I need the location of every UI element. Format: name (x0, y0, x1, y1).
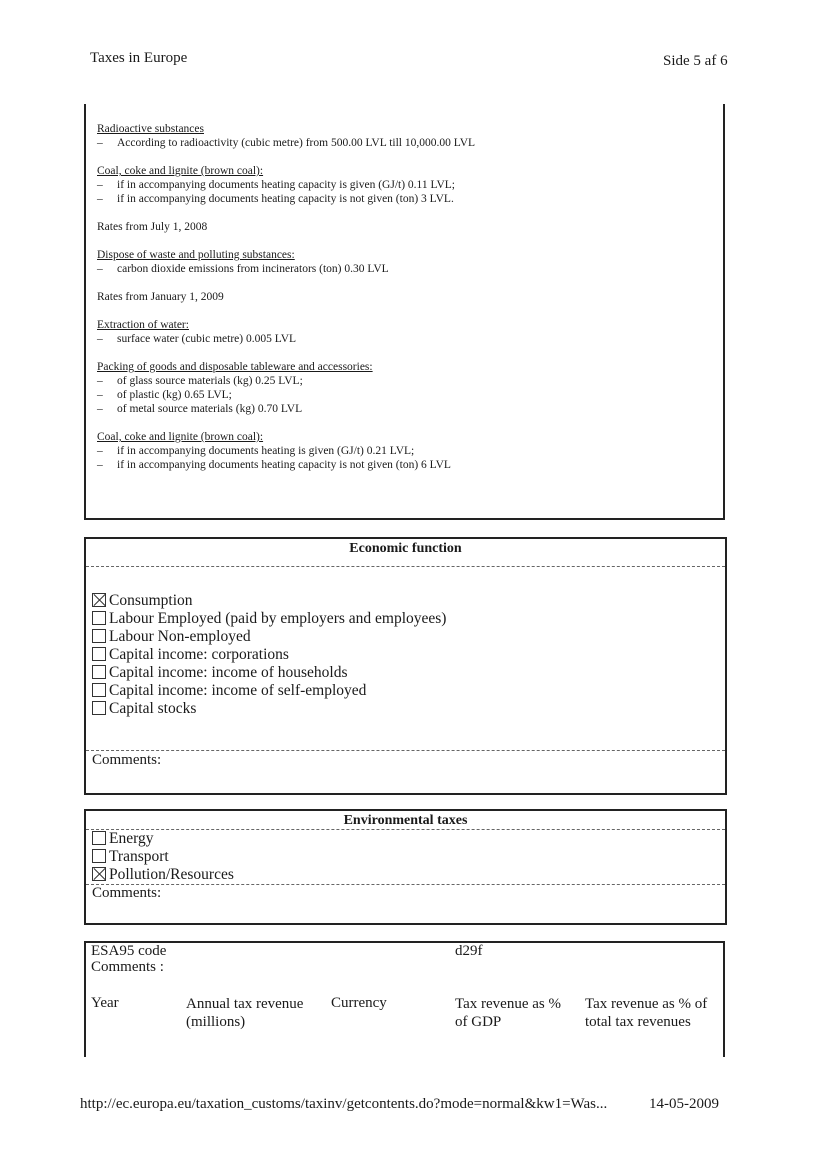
economic-function-title: Economic function (349, 541, 462, 556)
checkbox-capital-households[interactable]: Capital income: income of households (92, 664, 725, 682)
rate-item: – of glass source materials (kg) 0.25 LVL; (97, 375, 303, 387)
economic-comments-label: Comments: (92, 752, 162, 768)
esa-code-value: d29f (455, 943, 483, 959)
section-heading: Coal, coke and lignite (brown coal): (97, 165, 264, 177)
rate-item: – surface water (cubic metre) 0.005 LVL (97, 333, 297, 345)
economic-function-box (84, 537, 727, 795)
checked-checkbox-icon[interactable] (92, 867, 106, 881)
empty-checkbox-icon[interactable] (92, 701, 106, 715)
page-indicator: Side 5 af 6 (663, 53, 728, 69)
section-heading: Coal, coke and lignite (brown coal): (97, 431, 264, 443)
environmental-taxes-options (86, 830, 725, 884)
footer-url: http://ec.europa.eu/taxation_customs/taxinv/getcontents.do?mode=normal&kw1=Was... (80, 1096, 608, 1112)
rate-item: – of metal source materials (kg) 0.70 LVL (97, 403, 303, 415)
checkbox-capital-self-employed[interactable]: Capital income: income of self-employed (92, 682, 725, 700)
column-header-total-tax-share: Tax revenue as % of total tax revenues (585, 996, 708, 1030)
checkbox-capital-stocks[interactable]: Capital stocks (92, 700, 725, 718)
column-header-annual-revenue: Annual tax revenue (millions) (186, 996, 304, 1030)
section-heading: Extraction of water: (97, 319, 189, 331)
checkbox-energy[interactable]: Energy (92, 830, 725, 848)
rate-item: – According to radioactivity (cubic metre) from 500.00 LVL till 10,000.00 LVL (97, 137, 476, 149)
rates-content (97, 122, 475, 472)
environmental-taxes-box (84, 809, 727, 925)
checkbox-pollution-resources[interactable]: Pollution/Resources (92, 866, 725, 884)
rate-item: – if in accompanying documents heating capacity is not given (ton) 3 LVL. (97, 193, 454, 205)
empty-checkbox-icon[interactable] (92, 683, 106, 697)
checkbox-labour-employed[interactable]: Labour Employed (paid by employers and employees) (92, 610, 725, 628)
empty-checkbox-icon[interactable] (92, 849, 106, 863)
checked-checkbox-icon[interactable] (92, 593, 106, 607)
economic-function-options (86, 567, 725, 718)
environmental-taxes-title: Environmental taxes (343, 813, 468, 828)
esa-comments-label: Comments : (91, 959, 164, 975)
checkbox-capital-corporations[interactable]: Capital income: corporations (92, 646, 725, 664)
checkbox-consumption[interactable]: Consumption (92, 592, 725, 610)
rate-item: – if in accompanying documents heating capacity is given (GJ/t) 0.11 LVL; (97, 179, 455, 191)
rate-item: – carbon dioxide emissions from incinerators (ton) 0.30 LVL (97, 263, 389, 275)
document-title: Taxes in Europe (90, 50, 188, 66)
column-header-gdp-share: Tax revenue as % of GDP (455, 996, 561, 1030)
rate-item: – if in accompanying documents heating capacity is not given (ton) 6 LVL (97, 459, 451, 471)
empty-checkbox-icon[interactable] (92, 665, 106, 679)
column-header-currency: Currency (331, 995, 387, 1011)
esa-code-label: ESA95 code (91, 943, 167, 959)
section-heading: Packing of goods and disposable tableware and accessories: (97, 361, 373, 373)
checkbox-labour-non-employed[interactable]: Labour Non-employed (92, 628, 725, 646)
checkbox-transport[interactable]: Transport (92, 848, 725, 866)
rates-date-label: Rates from January 1, 2009 (97, 291, 224, 303)
column-header-year: Year (91, 995, 119, 1011)
rate-item: – of plastic (kg) 0.65 LVL; (97, 389, 232, 401)
empty-checkbox-icon[interactable] (92, 647, 106, 661)
footer-date: 14-05-2009 (649, 1096, 719, 1112)
empty-checkbox-icon[interactable] (92, 831, 106, 845)
environmental-comments-label: Comments: (92, 885, 162, 901)
rates-date-label: Rates from July 1, 2008 (97, 221, 208, 233)
empty-checkbox-icon[interactable] (92, 611, 106, 625)
empty-checkbox-icon[interactable] (92, 629, 106, 643)
section-heading: Radioactive substances (97, 123, 204, 135)
rate-item: – if in accompanying documents heating is given (GJ/t) 0.21 LVL; (97, 445, 415, 457)
section-heading: Dispose of waste and polluting substances: (97, 249, 295, 261)
